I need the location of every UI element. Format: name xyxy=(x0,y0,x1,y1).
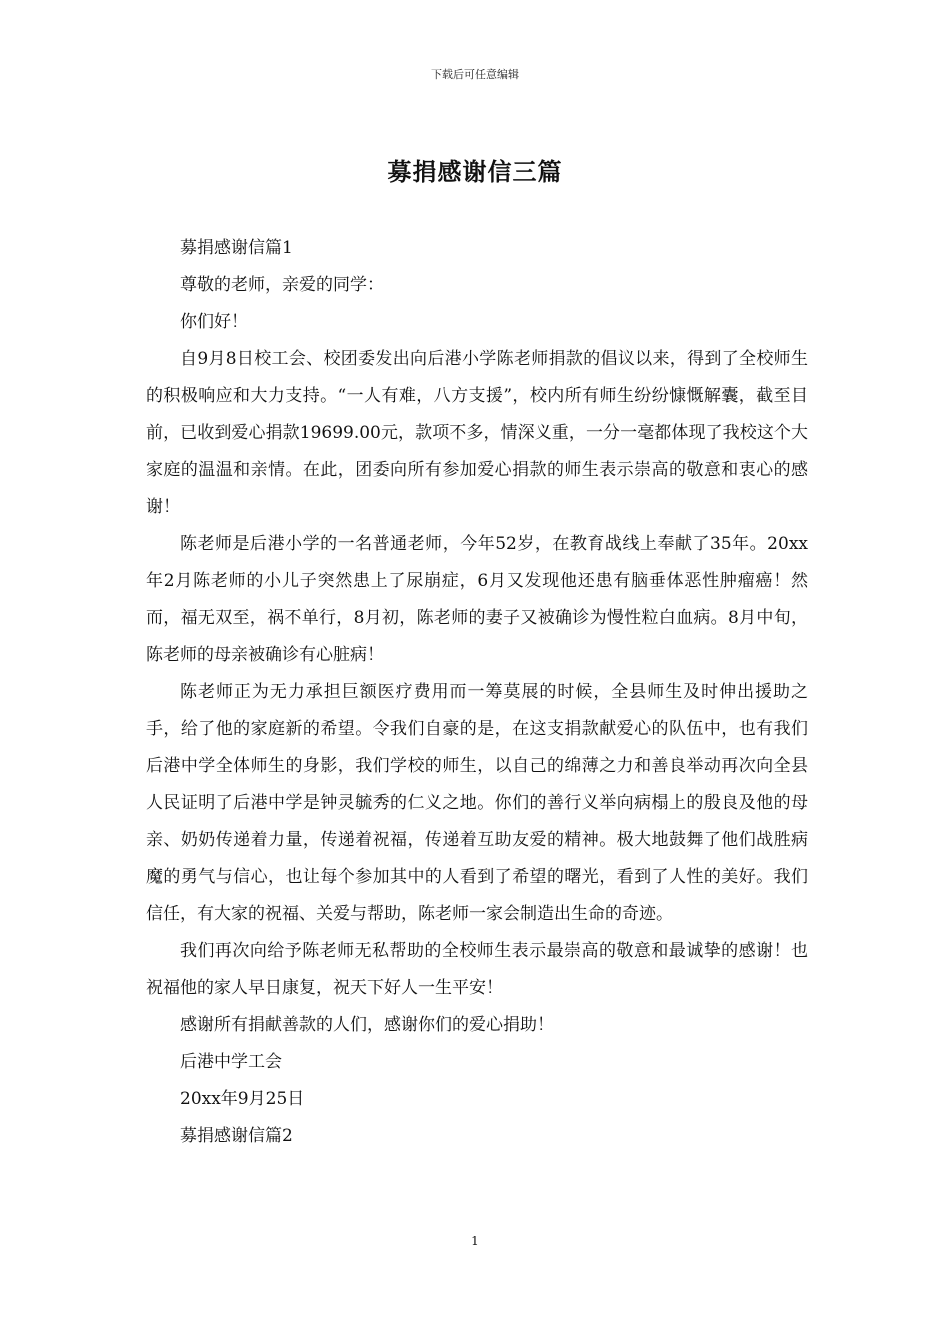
section-heading: 募捐感谢信篇2 xyxy=(180,1126,293,1146)
section-heading: 募捐感谢信篇1 xyxy=(180,238,293,258)
body-paragraph: 自9月8日校工会、校团委发出向后港小学陈老师捐款的倡议以来，得到了全校师生的积极响应和大力支持。“一人有难，八方支援”，校内所有师生纷纷慷慨解囊，截至目前，已收到爱心捐款19699.00元，款项不多，情深义重，一分一毫都体现了我校这个大家庭的温温和亲情。在此，团委向所有参加爱心捐款的师生表示崇高的敬意和衷心的感谢！ xyxy=(146,349,808,517)
greeting: 你们好！ xyxy=(180,312,248,332)
date: 20xx年9月25日 xyxy=(180,1089,305,1109)
signature: 后港中学工会 xyxy=(180,1052,282,1072)
document-body xyxy=(146,230,808,1155)
closing-paragraph: 感谢所有捐献善款的人们，感谢你们的爱心捐助！ xyxy=(180,1015,554,1035)
body-paragraph: 陈老师是后港小学的一名普通老师，今年52岁，在教育战线上奉献了35年。20xx年2月陈老师的小儿子突然患上了尿崩症，6月又发现他还患有脑垂体恶性肿瘤癌！然而，福无双至，祸不单行，8月初，陈老师的妻子又被确诊为慢性粒白血病。8月中旬，陈老师的母亲被确诊有心脏病！ xyxy=(146,534,808,665)
body-paragraph: 陈老师正为无力承担巨额医疗费用而一筹莫展的时候，全县师生及时伸出援助之手，给了他的家庭新的希望。令我们自豪的是，在这支捐款献爱心的队伍中，也有我们后港中学全体师生的身影，我们学校的师生，以自己的绵薄之力和善良举动再次向全县人民证明了后港中学是钟灵毓秀的仁义之地。你们的善行义举向病榻上的殷良及他的母亲、奶奶传递着力量，传递着祝福，传递着互助友爱的精神。极大地鼓舞了他们战胜病魔的勇气与信心，也让每个参加其中的人看到了希望的曙光，看到了人性的美好。我们信任，有大家的祝福、关爱与帮助，陈老师一家会制造出生命的奇迹。 xyxy=(146,682,808,924)
page-title: 募捐感谢信三篇 xyxy=(387,157,563,186)
header-note: 下载后可任意编辑 xyxy=(431,68,519,81)
body-paragraph: 我们再次向给予陈老师无私帮助的全校师生表示最崇高的敬意和最诚挚的感谢！也祝福他的家人早日康复，祝天下好人一生平安！ xyxy=(146,941,808,998)
page-number: 1 xyxy=(471,1234,479,1248)
salutation: 尊敬的老师，亲爱的同学： xyxy=(180,275,384,295)
